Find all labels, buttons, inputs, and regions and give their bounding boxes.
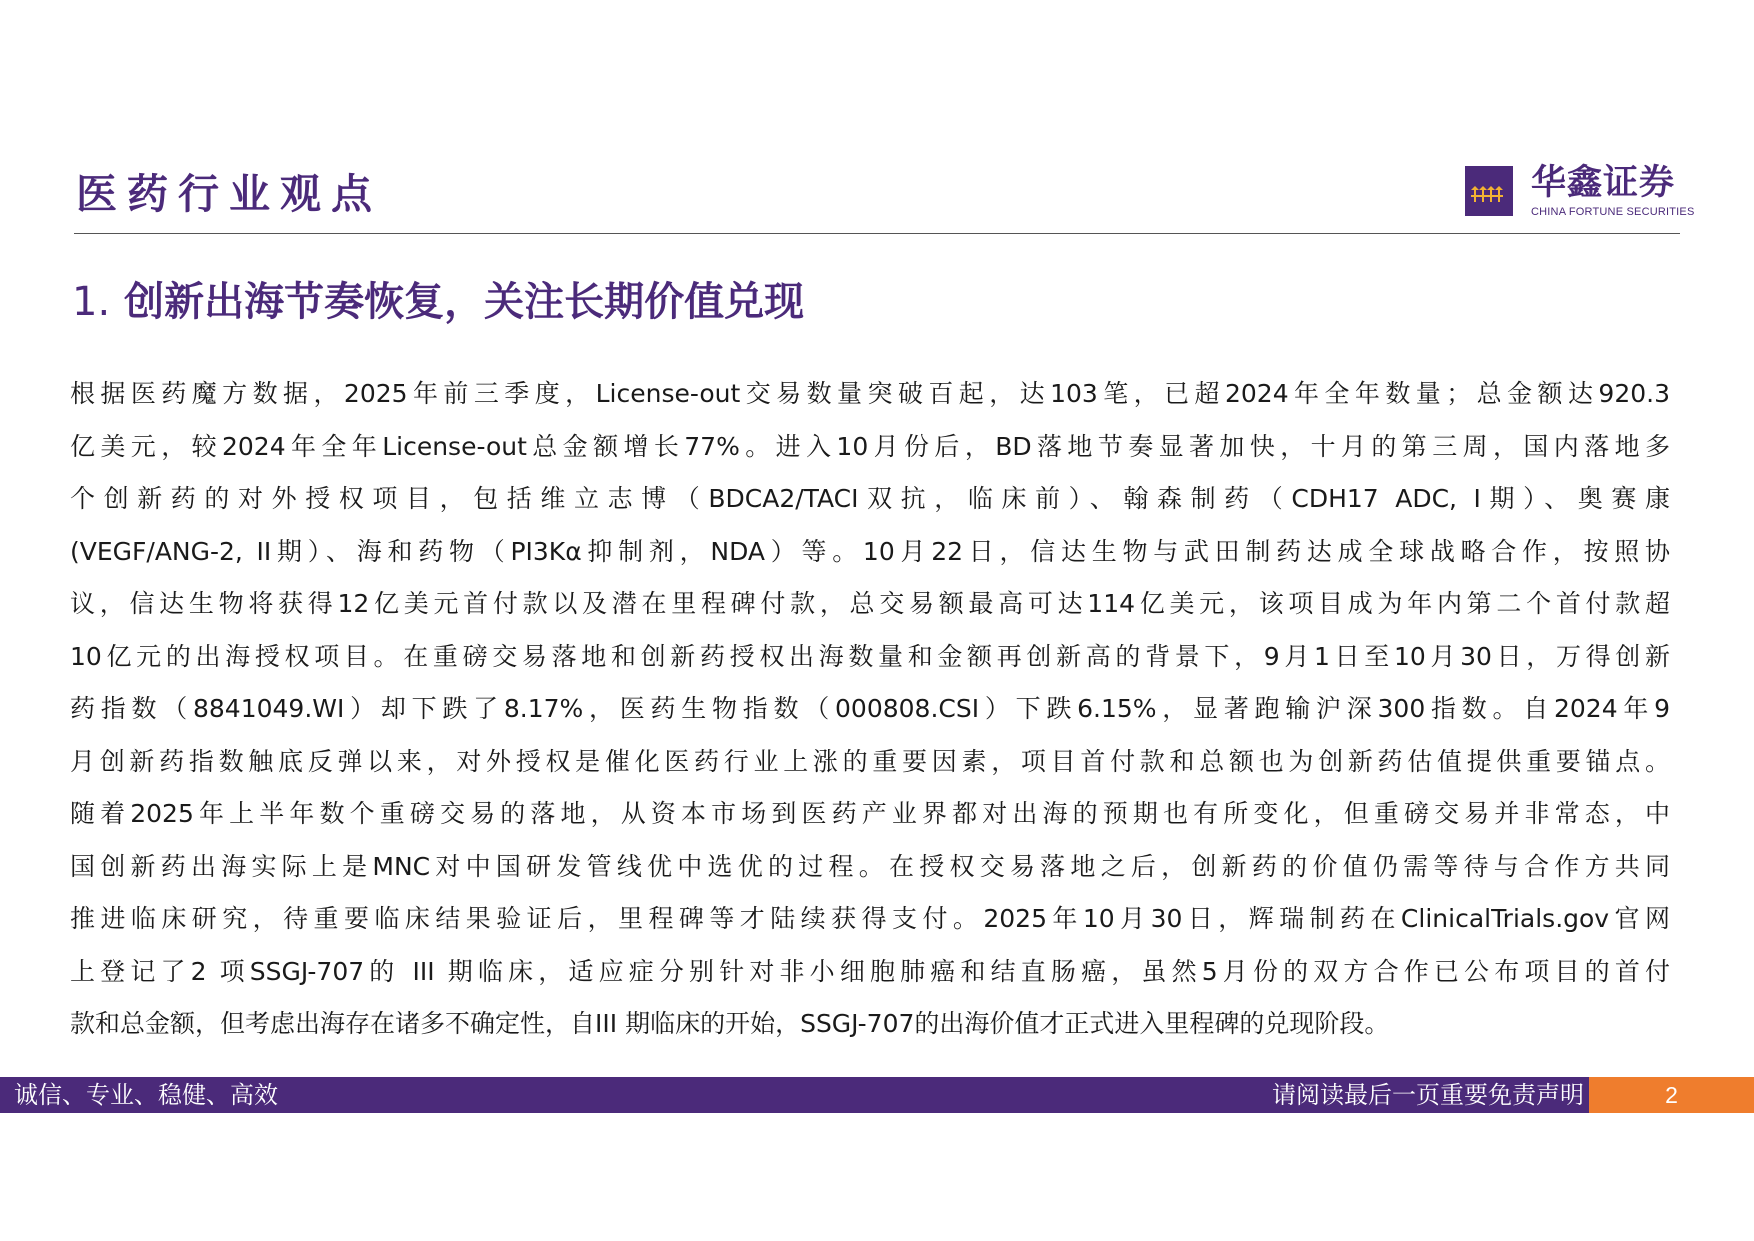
header-divider xyxy=(74,233,1680,234)
paragraph-line: 推进临床研究，待重要临床结果验证后，里程碑等才陆续获得支付。2025年10月30日，辉瑞制药在ClinicalTrials.gov官网 xyxy=(70,904,1670,933)
paragraph-line: 10亿元的出海授权项目。在重磅交易落地和创新药授权出海数量和金额再创新高的背景下，9月1日至10月30日，万得创新 xyxy=(70,641,1670,671)
paragraph-line: 国创新药出海实际上是MNC对中国研发管线优中选优的过程。在授权交易落地之后，创新药的价值仍需等待与合作方共同 xyxy=(70,851,1670,881)
heading-number: 1. xyxy=(72,279,111,325)
body-paragraph xyxy=(70,368,1670,1051)
paragraph-line: 议，信达生物将获得12亿美元首付款以及潜在里程碑付款，总交易额最高可达114亿美元，该项目成为年内第二个首付款超 xyxy=(70,589,1670,618)
heading-text: 创新出海节奏恢复，关注长期价值兑现 xyxy=(124,279,805,325)
paragraph-line: (VEGF/ANG-2, II期）、海和药物（PI3Kα抑制剂，NDA）等。10月22日，信达生物与武田制药达成全球战略合作，按照协 xyxy=(70,536,1670,566)
paragraph-line: 药指数（8841049.WI）却下跌了8.17%，医药生物指数（000808.CSI）下跌6.15%，显著跑输沪深300指数。自2024年9 xyxy=(70,694,1670,723)
page-number-box xyxy=(1589,1077,1754,1113)
footer-slogan: 诚信、专业、稳健、高效 xyxy=(14,1081,278,1109)
section-heading xyxy=(72,276,804,328)
paragraph-line: 上登记了2 项SSGJ-707的 III 期临床，适应症分别针对非小细胞肺癌和结直肠癌，虽然5月份的双方合作已公布项目的首付 xyxy=(70,956,1670,986)
page-number: 2 xyxy=(1665,1082,1678,1108)
paragraph-line: 个创新药的对外授权项目，包括维立志博（BDCA2/TACI双抗，临床前）、翰森制药（CDH17 ADC, I期）、奥赛康 xyxy=(70,484,1670,513)
logo-english-name: CHINA FORTUNE SECURITIES xyxy=(1531,206,1695,218)
logo-emblem-icon xyxy=(1465,166,1513,216)
footer-disclaimer: 请阅读最后一页重要免责声明 xyxy=(1272,1081,1584,1109)
company-logo xyxy=(1465,163,1695,218)
paragraph-line: 根据医药魔方数据，2025年前三季度，License-out交易数量突破百起，达103笔，已超2024年全年数量；总金额达920.3 xyxy=(70,379,1670,408)
footer-bar xyxy=(0,1077,1754,1113)
paragraph-line: 款和总金额，但考虑出海存在诸多不确定性，自III 期临床的开始，SSGJ-707的出海价值才正式进入里程碑的兑现阶段。 xyxy=(70,1009,1390,1038)
paragraph-line: 月创新药指数触底反弹以来，对外授权是催化医药行业上涨的重要因素，项目首付款和总额也为创新药估值提供重要锚点。 xyxy=(70,746,1670,776)
section-title: 医药行业观点 xyxy=(76,170,382,218)
paragraph-line: 随着2025年上半年数个重磅交易的落地，从资本市场到医药产业界都对出海的预期也有所变化，但重磅交易并非常态，中 xyxy=(70,799,1670,828)
paragraph-line: 亿美元，较2024年全年License-out总金额增长77%。进入10月份后，BD落地节奏显著加快，十月的第三周，国内落地多 xyxy=(70,431,1670,461)
logo-chinese-name: 华鑫证券 xyxy=(1531,163,1676,203)
